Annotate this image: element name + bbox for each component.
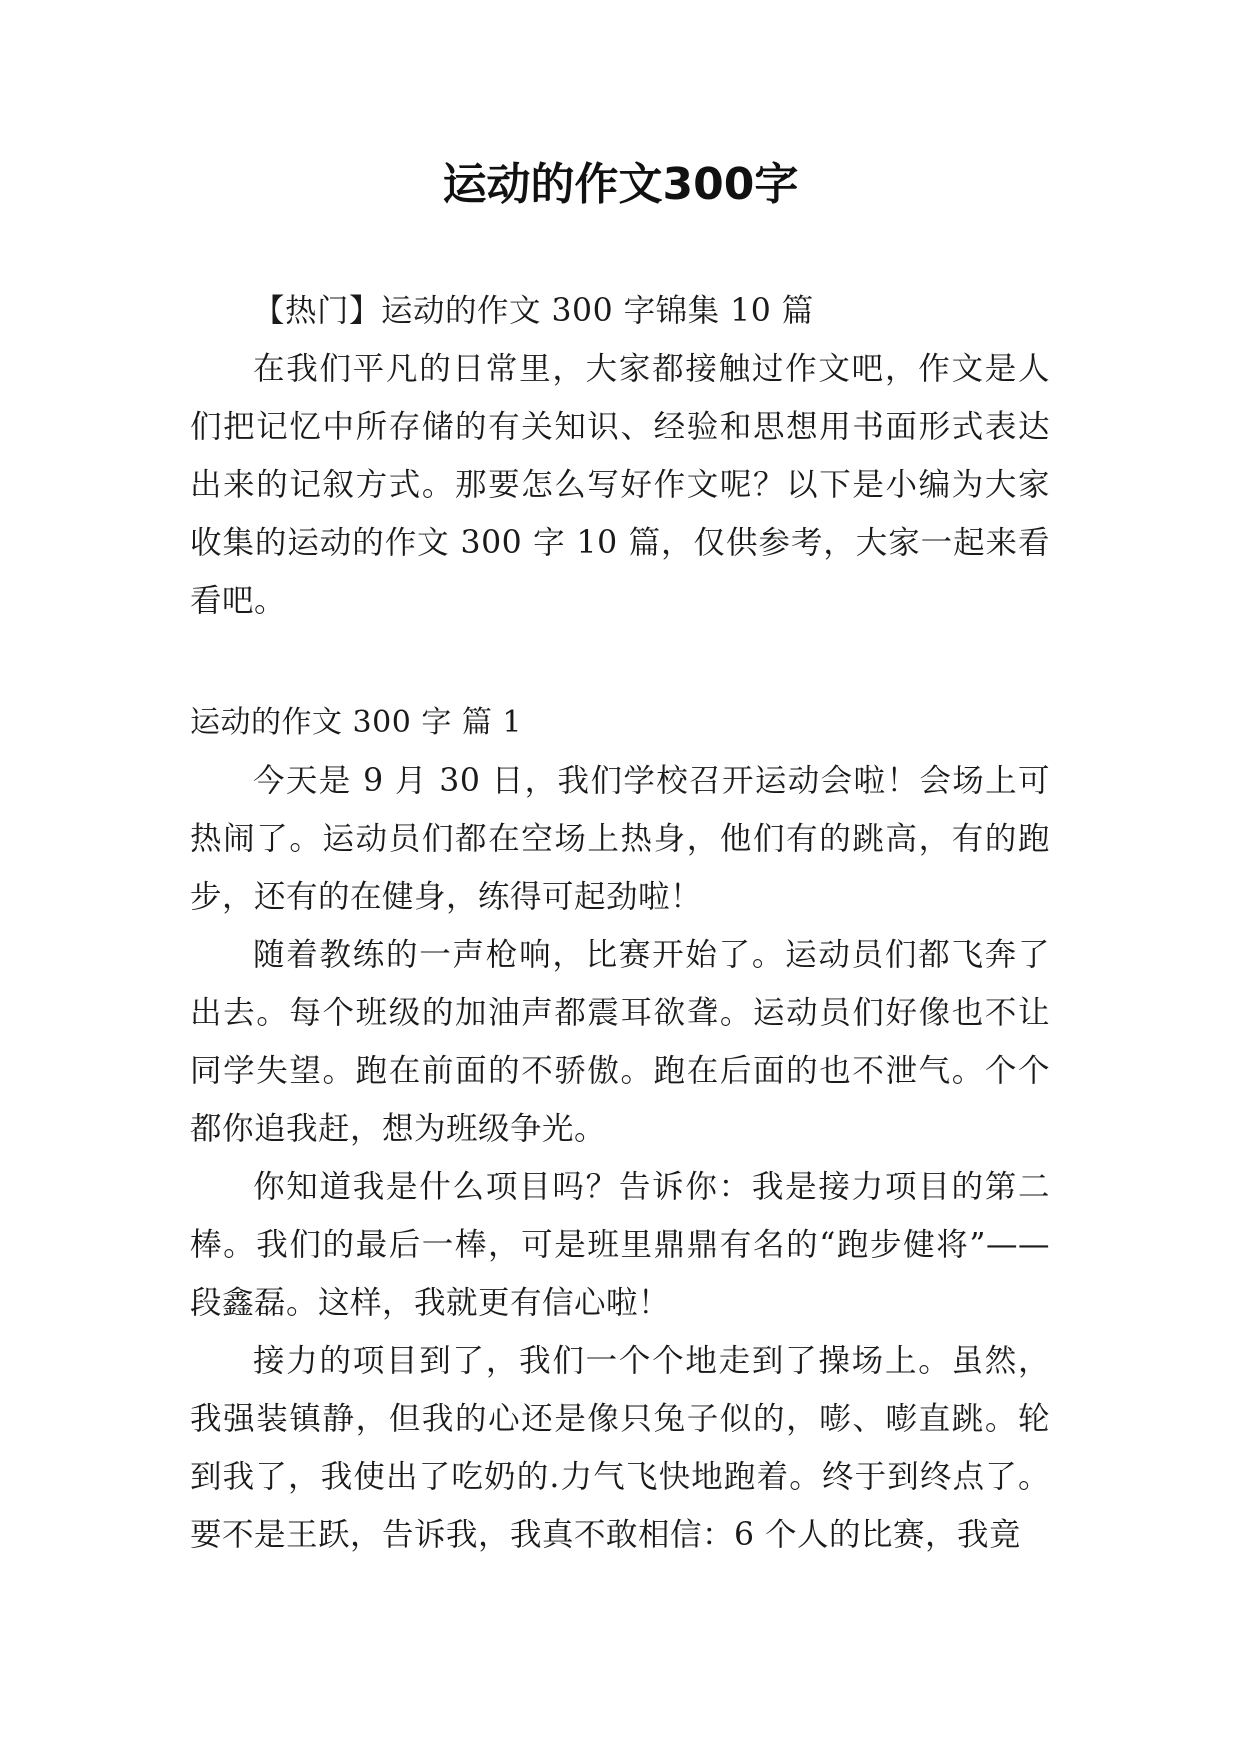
intro-section (190, 282, 1050, 630)
document-title: 运动的作文300字 (442, 159, 799, 210)
hot-line: 【热门】运动的作文 300 字锦集 10 篇 (253, 293, 814, 329)
paragraph-3: 你知道我是什么项目吗？告诉你：我是接力项目的第二棒。我们的最后一棒，可是班里鼎鼎有名的“跑步健将”——段鑫磊。这样，我就更有信心啦！ (190, 1169, 1050, 1321)
paragraph-2: 随着教练的一声枪响，比赛开始了。运动员们都飞奔了出去。每个班级的加油声都震耳欲聋。运动员们好像也不让同学失望。跑在前面的不骄傲。跑在后面的也不泄气。个个都你追我赶，想为班级争光。 (190, 937, 1050, 1147)
section-heading: 运动的作文 300 字 篇 1 (190, 705, 522, 740)
intro-paragraph: 在我们平凡的日常里，大家都接触过作文吧，作文是人们把记忆中所存储的有关知识、经验和思想用书面形式表达出来的记叙方式。那要怎么写好作文呢？以下是小编为大家收集的运动的作文 300 字 10 篇，仅供参考，大家一起来看看吧。 (190, 351, 1050, 619)
essay-section-1 (190, 694, 1050, 1564)
paragraph-1: 今天是 9 月 30 日，我们学校召开运动会啦！会场上可热闹了。运动员们都在空场上热身，他们有的跳高，有的跑步，还有的在健身，练得可起劲啦！ (190, 763, 1050, 915)
paragraph-4: 接力的项目到了，我们一个个地走到了操场上。虽然，我强装镇静，但我的心还是像只兔子似的，嘭、嘭直跳。轮到我了，我使出了吃奶的.力气飞快地跑着。终于到终点了。要不是王跃，告诉我，我真不敢相信：6 个人的比赛，我竟 (190, 1343, 1050, 1553)
